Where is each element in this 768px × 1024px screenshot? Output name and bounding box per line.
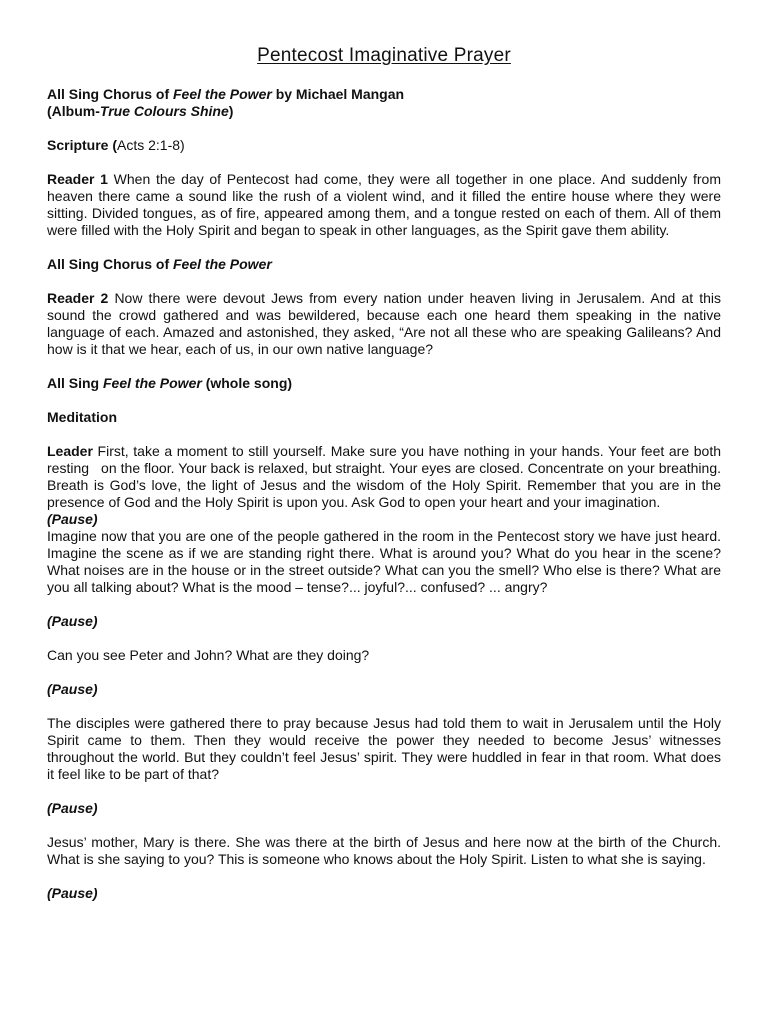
sing-whole-song-line (47, 375, 721, 392)
leader-paragraph (47, 443, 721, 511)
song-title: Feel the Power (173, 86, 272, 102)
reader-2-text: Now there were devout Jews from every nation under heaven living in Jerusalem. And at this sound the crowd gathered and was bewildered, because each one heard them speaking in the native language of each. Amazed and astonished, they asked, “Are not all these who are speaking Galileans? And how is it that we hear, each of us, in our own native language? (47, 290, 721, 357)
album-open: (Album- (47, 103, 100, 119)
reader-1-paragraph (47, 171, 721, 239)
reader-2-paragraph (47, 290, 721, 358)
pause-label: (Pause) (47, 800, 98, 816)
disciples-paragraph: The disciples were gathered there to pray because Jesus had told them to wait in Jerusalem until the Holy Spirit came to them. Then they would receive the power they needed to become Jesus’ witnesses throughout the world. But they couldn’t feel Jesus’ spirit. They were huddled in fear in that room. What does it feel like to be part of that? (47, 715, 721, 782)
scripture-heading (47, 137, 721, 154)
song-title-2: Feel the Power (173, 256, 272, 272)
sing-prefix: All Sing Chorus of (47, 86, 173, 102)
whole-song-note: (whole song) (201, 375, 293, 391)
imagine-paragraph: Imagine now that you are one of the people gathered in the room in the Pentecost story we have just heard. Imagine the scene as if we are standing right there. What is around you? What do you hear in the scene? What noises are in the house or in the street outside? What can you the smell? Who else is there? What are you all talking about? What is the mood – tense?... joyful?... confused? ... angry? (47, 528, 721, 595)
leader-label: Leader (47, 443, 93, 459)
album-title: True Colours Shine (99, 103, 229, 119)
pause-label: (Pause) (47, 681, 98, 697)
pause-label: (Pause) (47, 511, 98, 527)
sing-prefix-3: All Sing (47, 375, 103, 391)
reader-2-label: Reader 2 (47, 290, 109, 306)
sing-chorus-line-2 (47, 256, 721, 273)
meditation-heading: Meditation (47, 409, 117, 425)
peter-john-paragraph: Can you see Peter and John? What are they doing? (47, 647, 370, 663)
song-author: by Michael Mangan (271, 86, 405, 102)
sing-chorus-line (47, 86, 721, 120)
album-close: ) (228, 103, 234, 119)
scripture-label: Scripture ( (47, 137, 118, 153)
pause-label: (Pause) (47, 885, 98, 901)
mary-paragraph: Jesus’ mother, Mary is there. She was there at the birth of Jesus and here now at the birth of the Church. What is she saying to you? This is someone who knows about the Holy Spirit. Listen to what she is saying. (47, 834, 721, 867)
scripture-reference: Acts 2:1-8) (117, 137, 185, 153)
leader-text: First, take a moment to still yourself. Make sure you have nothing in your hands. Your feet are both resting on the floor. Your back is relaxed, but straight. Your eyes are closed. Concentrate on your breathing. Breath is God’s love, the light of Jesus and the wisdom of the Holy Spirit. Remember that you are in the presence of God and the Holy Spirit is upon you. Ask God to open your heart and your imagination. (47, 443, 721, 510)
pause-label: (Pause) (47, 613, 98, 629)
reader-1-text: When the day of Pentecost had come, they were all together in one place. And suddenly from heaven there came a sound like the rush of a violent wind, and it filled the entire house where they were sitting. Divided tongues, as of fire, appeared among them, and a tongue rested on each of them. All of them were filled with the Holy Spirit and began to speak in other languages, as the Spirit gave them ability. (47, 171, 721, 238)
sing-prefix-2: All Sing Chorus of (47, 256, 173, 272)
page-title: Pentecost Imaginative Prayer (257, 45, 511, 66)
reader-1-label: Reader 1 (47, 171, 108, 187)
song-title-3: Feel the Power (103, 375, 202, 391)
